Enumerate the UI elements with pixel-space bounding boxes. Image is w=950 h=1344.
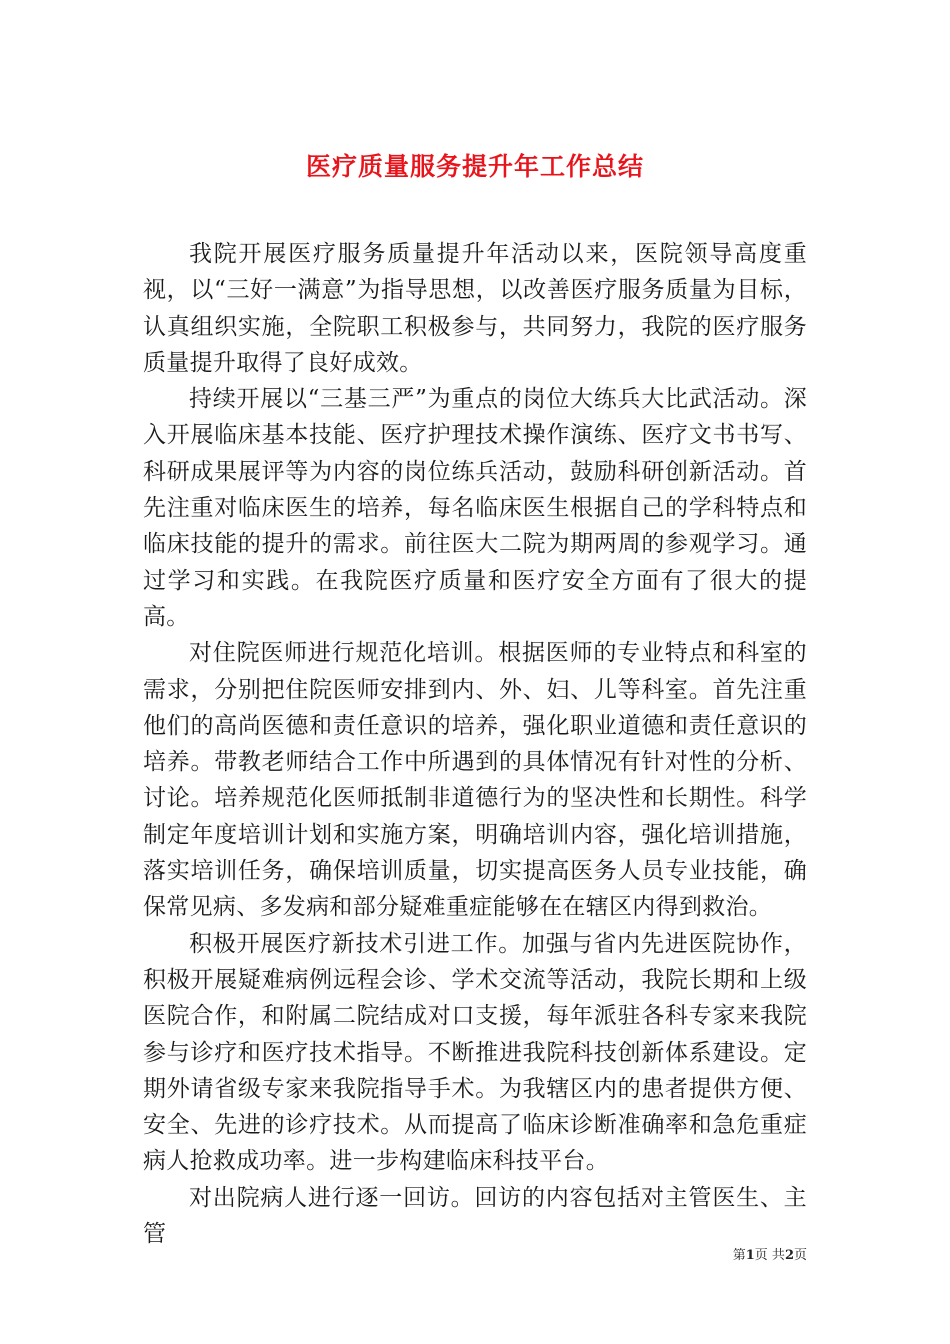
footer-middle: 页 共 xyxy=(754,1248,785,1263)
document-body xyxy=(143,236,807,1252)
document-title: 医疗质量服务提升年工作总结 xyxy=(305,151,644,181)
footer-prefix: 第 xyxy=(732,1248,746,1263)
page-number-footer xyxy=(733,1244,807,1263)
footer-current-page: 1 xyxy=(745,1248,755,1263)
footer-suffix: 页 xyxy=(793,1248,807,1263)
footer-total-pages: 2 xyxy=(784,1248,794,1263)
paragraph-3: 对住院医师进行规范化培训。根据医师的专业特点和科室的需求，分别把住院医师安排到内、外、妇、儿等科室。首先注重他们的高尚医德和责任意识的培养，强化职业道德和责任意识的培养。带教老师结合工作中所遇到的具体情况有针对性的分析、讨论。培养规范化医师抵制非道德行为的坚决性和长期性。科学制定年度培训计划和实施方案，明确培训内容，强化培训措施，落实培训任务，确保培训质量，切实提高医务人员专业技能，确保常见病、多发病和部分疑难重症能够在在辖区内得到救治。 xyxy=(143,640,807,921)
paragraph-1: 我院开展医疗服务质量提升年活动以来，医院领导高度重视，以“三好一满意”为指导思想，以改善医疗服务质量为目标，认真组织实施，全院职工积极参与，共同努力，我院的医疗服务质量提升取得了良好成效。 xyxy=(143,241,807,376)
paragraph-4: 积极开展医疗新技术引进工作。加强与省内先进医院协作，积极开展疑难病例远程会诊、学术交流等活动，我院长期和上级医院合作，和附属二院结成对口支援，每年派驻各科专家来我院参与诊疗和医疗技术指导。不断推进我院科技创新体系建设。定期外请省级专家来我院指导手术。为我辖区内的患者提供方便、安全、先进的诊疗技术。从而提高了临床诊断准确率和急危重症病人抢救成功率。进一步构建临床科技平台。 xyxy=(143,930,807,1175)
paragraph-5: 对出院病人进行逐一回访。回访的内容包括对主管医生、主管 xyxy=(143,1184,807,1248)
paragraph-2: 持续开展以“三基三严”为重点的岗位大练兵大比武活动。深入开展临床基本技能、医疗护理技术操作演练、医疗文书书写、科研成果展评等为内容的岗位练兵活动，鼓励科研创新活动。首先注重对临床医生的培养，每名临床医生根据自己的学科特点和临床技能的提升的需求。前往医大二院为期两周的参观学习。通过学习和实践。在我院医疗质量和医疗安全方面有了很大的提高。 xyxy=(143,386,807,630)
